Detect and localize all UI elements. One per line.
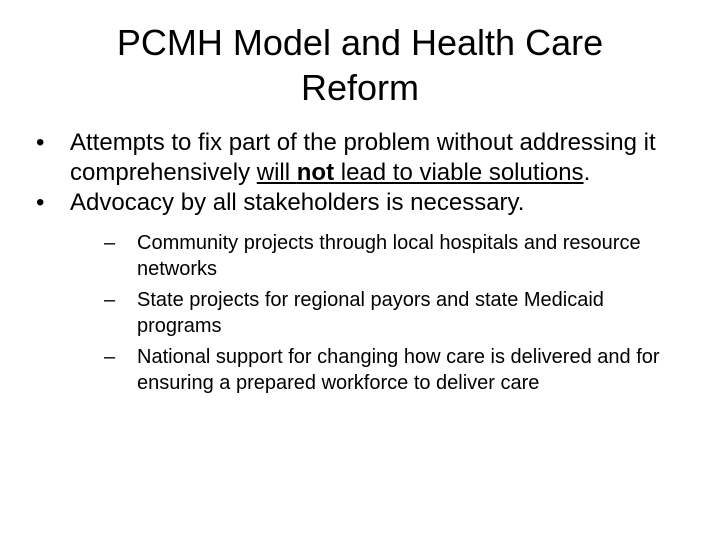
sub-bullet-marker: – xyxy=(104,232,116,254)
sub-bullet-marker: – xyxy=(104,289,116,311)
sub-bullet-item-1 xyxy=(70,230,686,282)
sub-bullet-marker: – xyxy=(104,346,116,368)
bullet-marker: • xyxy=(36,189,45,216)
bullet-text-end: . xyxy=(583,159,591,186)
emphasis-word: not xyxy=(296,159,335,186)
bullet-item-2 xyxy=(36,188,686,396)
sub-bullet-list xyxy=(70,230,686,396)
bullet-item-1 xyxy=(36,128,686,188)
bullet-text-intro: Attempts to fix part of the problem without addressing it comprehensively xyxy=(70,129,656,186)
underlined-phrase-start: will xyxy=(256,159,297,186)
sub-bullet-text: National support for changing how care is delivered and for ensuring a prepared workforce to deliver care xyxy=(137,346,660,394)
sub-bullet-item-3 xyxy=(70,344,686,396)
bullet-marker: • xyxy=(36,129,45,156)
sub-bullet-text: State projects for regional payors and state Medicaid programs xyxy=(137,289,604,337)
bullet-list xyxy=(36,128,686,401)
slide-title: PCMH Model and Health Care Reform xyxy=(116,22,604,108)
underlined-phrase xyxy=(257,159,584,186)
sub-bullet-text: Community projects through local hospitals and resource networks xyxy=(137,232,641,280)
underlined-phrase-end: lead to viable solutions xyxy=(334,159,584,186)
bullet-text: Advocacy by all stakeholders is necessary. xyxy=(70,189,525,216)
sub-bullet-item-2 xyxy=(70,287,686,339)
